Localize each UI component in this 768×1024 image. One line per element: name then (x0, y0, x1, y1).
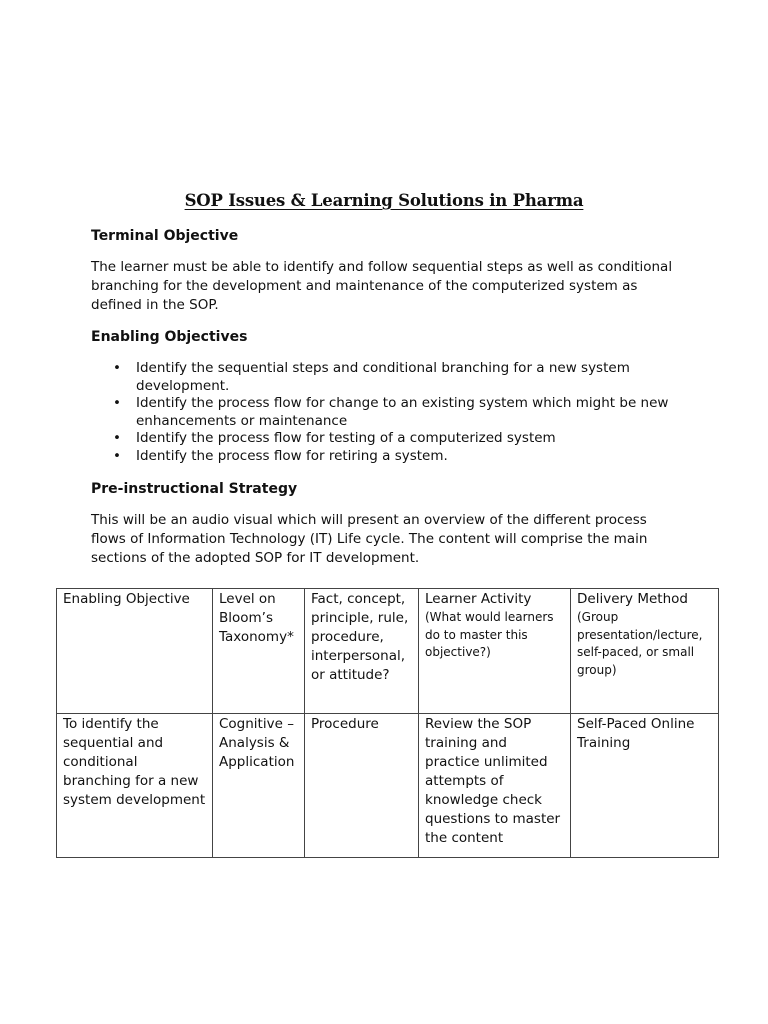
pre-instructional-strategy-text: This will be an audio visual which will present an overview of the different process flows of Information Technology (IT) Life cycle. The content will comprise the main sections of the adopted SOP for IT development. (91, 512, 648, 566)
header-label: Enabling Objective (63, 591, 190, 607)
table-header-cell (419, 589, 571, 714)
pre-instructional-strategy-heading: Pre-instructional Strategy (91, 481, 298, 497)
list-item (91, 395, 681, 430)
header-label: Level on Bloom’s Taxonomy* (219, 591, 294, 645)
table-cell: Review the SOP training and practice unlimited attempts of knowledge check questions to master the content (419, 714, 571, 858)
header-label: Delivery Method (577, 591, 688, 607)
header-label: Learner Activity (425, 591, 532, 607)
list-item-text: Identify the sequential steps and conditional branching for a new system development. (136, 360, 630, 394)
enabling-objectives-list (91, 360, 681, 465)
objectives-table (56, 588, 719, 858)
table-header-cell (305, 589, 419, 714)
terminal-objective-text: The learner must be able to identify and follow sequential steps as well as conditional branching for the development and maintenance of the computerized system as defined in the SOP. (91, 259, 673, 313)
list-item (91, 360, 681, 395)
list-item-text: Identify the process flow for retiring a system. (136, 447, 448, 464)
table-header-row (57, 589, 719, 714)
document-title: SOP Issues & Learning Solutions in Pharma (184, 191, 584, 210)
table-cell: Cognitive – Analysis & Application (213, 714, 305, 858)
bullet-icon: • (113, 395, 121, 411)
table-row (57, 714, 719, 858)
header-label: Fact, concept, principle, rule, procedure, interpersonal, or attitude? (311, 591, 409, 683)
table-cell: To identify the sequential and conditional branching for a new system development (57, 714, 213, 858)
table-cell: Self-Paced Online Training (571, 714, 719, 858)
list-item (91, 448, 681, 466)
enabling-objectives-heading: Enabling Objectives (91, 329, 248, 345)
table-header-cell (57, 589, 213, 714)
table-header-cell (571, 589, 719, 714)
header-note: (Group presentation/lecture, self-paced, or small group) (577, 610, 703, 677)
list-item-text: Identify the process flow for change to an existing system which might be new enhancements or maintenance (136, 395, 669, 429)
document-body (91, 226, 681, 568)
bullet-icon: • (113, 360, 121, 376)
list-item (91, 430, 681, 448)
bullet-icon: • (113, 447, 121, 464)
table-cell: Procedure (305, 714, 419, 858)
objectives-table-wrapper (56, 588, 718, 858)
table-header-cell (213, 589, 305, 714)
terminal-objective-heading: Terminal Objective (91, 228, 239, 244)
list-item-text: Identify the process flow for testing of a computerized system (136, 430, 556, 446)
bullet-icon: • (113, 430, 121, 446)
header-note: (What would learners do to master this objective?) (425, 610, 554, 659)
